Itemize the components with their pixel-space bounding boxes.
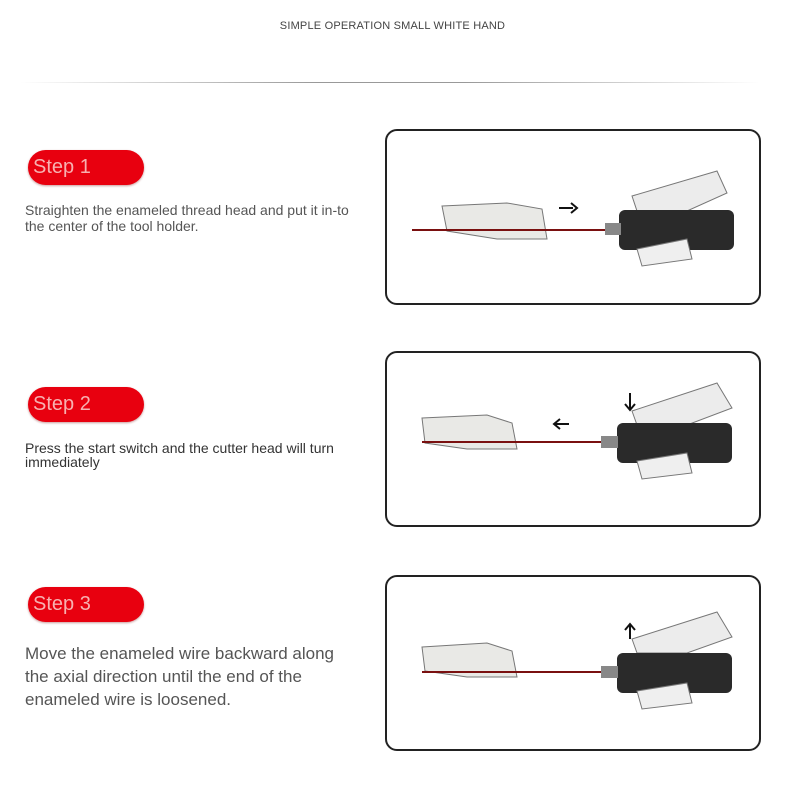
tool-illustration — [387, 577, 761, 751]
tool-head — [601, 666, 618, 678]
arrow-down-icon — [625, 393, 635, 410]
tool-illustration — [387, 353, 761, 527]
arrow-left-icon — [554, 419, 569, 429]
right-hand-icon — [632, 383, 732, 425]
step-1-description: Straighten the enameled thread head and put it in-to the center of the tool holder. — [25, 202, 349, 234]
right-hand-icon — [632, 171, 727, 211]
step-2-illustration — [385, 351, 761, 527]
right-hand-icon — [632, 612, 732, 653]
arrow-right-icon — [559, 203, 577, 213]
left-hand-icon — [422, 415, 517, 449]
divider — [20, 82, 760, 83]
step-3-description: Move the enameled wire backward along the axial direction until the end of the enameled wire is loosened. — [25, 644, 335, 709]
left-hand-icon — [442, 203, 547, 239]
tool-illustration — [387, 131, 761, 305]
step-1-illustration — [385, 129, 761, 305]
page-title: SIMPLE OPERATION SMALL WHITE HAND — [279, 20, 506, 32]
step-2-description: Press the start switch and the cutter head will turn immediately — [25, 440, 334, 470]
tool-head — [605, 223, 621, 235]
tool-head — [601, 436, 618, 448]
step-3-illustration — [385, 575, 761, 751]
step-2-badge: Step 2 — [28, 387, 144, 422]
step-3-badge: Step 3 — [28, 587, 144, 622]
arrow-up-icon — [625, 624, 635, 639]
step-1-badge: Step 1 — [28, 150, 144, 185]
